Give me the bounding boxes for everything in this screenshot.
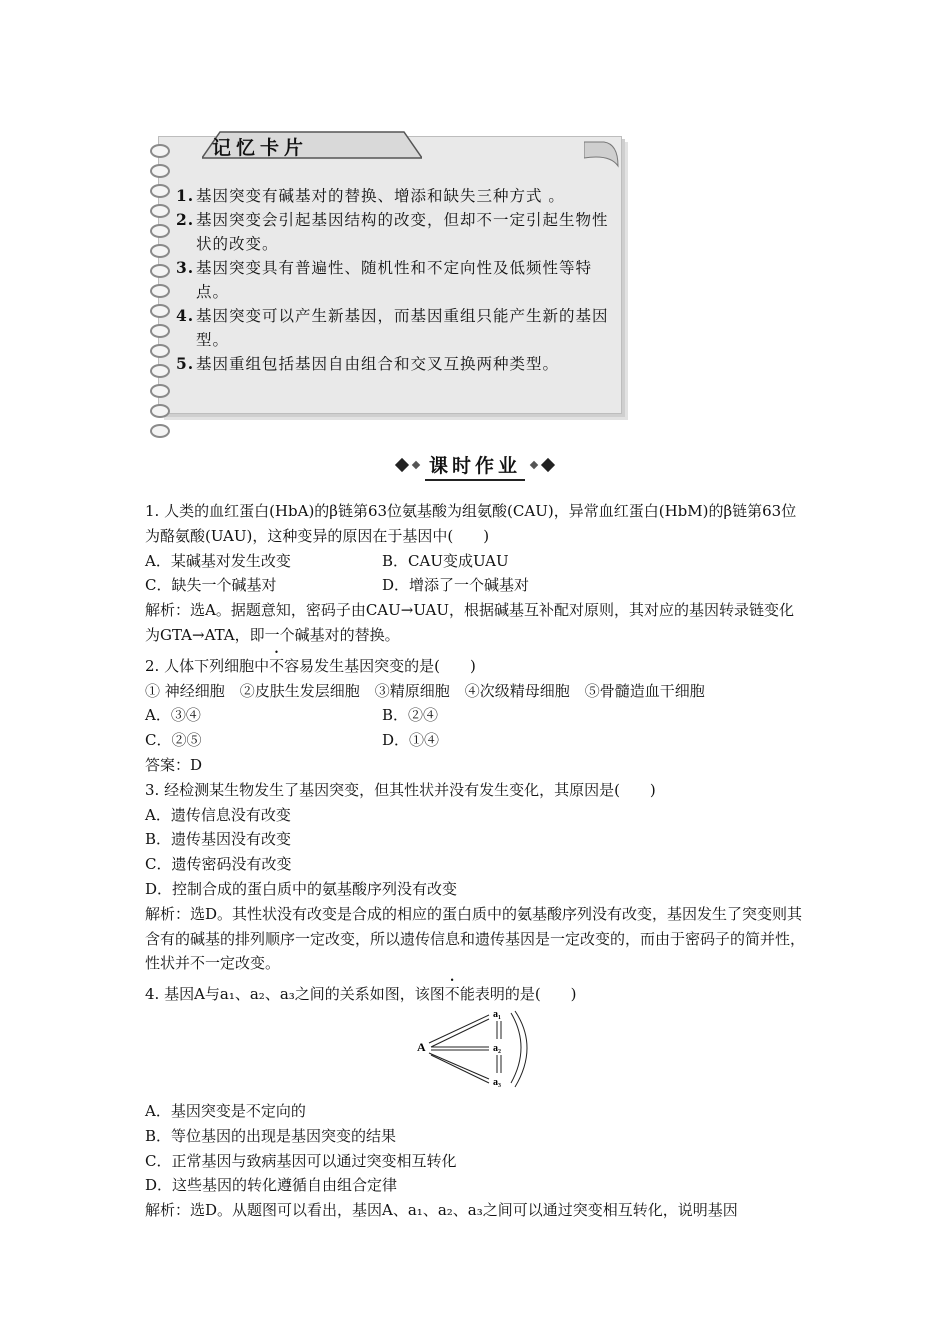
card-title: 记忆卡片	[211, 137, 308, 159]
option-b: B．等位基因的出现是基因突变的结果	[145, 1126, 397, 1145]
page-curl-icon	[584, 136, 620, 172]
option-d: D．控制合成的蛋白质中的氨基酸序列没有改变	[145, 879, 458, 898]
question-3-stem: 3. 经检测某生物发生了基因突变，但其性状并没有发生变化，其原因是( )	[145, 780, 656, 799]
question-2-cells: ① 神经细胞 ②皮肤生发层细胞 ③精原细胞 ④次级精母细胞 ⑤骨髓造血干细胞	[145, 681, 705, 700]
exercise-content	[145, 499, 807, 1223]
question-2-answer: 答案：D	[145, 755, 203, 774]
diamond-icon	[530, 461, 538, 469]
card-item	[176, 352, 616, 376]
diamond-icon	[541, 458, 555, 472]
options-row	[145, 549, 807, 574]
item-text: 基因突变具有普遍性、随机性和不定向性及低频性等特点。	[196, 259, 593, 301]
gene-label-A: A	[417, 1039, 426, 1054]
options-row	[145, 573, 807, 598]
section-heading	[370, 450, 580, 480]
gene-relationship-figure	[145, 1007, 807, 1099]
option-d: D．①④	[382, 731, 440, 750]
item-number: 2.	[176, 210, 195, 229]
option-c: C．缺失一个碱基对	[145, 576, 277, 595]
gene-diagram	[413, 1007, 543, 1095]
item-text: 基因突变会引起基因结构的改变，但却不一定引起生物性状的改变。	[196, 211, 609, 253]
item-text: 基因突变可以产生新基因，而基因重组只能产生新的基因型。	[196, 307, 609, 349]
item-number: 1.	[176, 186, 195, 205]
card-list	[176, 184, 616, 376]
option-c: C．②⑤	[145, 731, 202, 750]
question-4-analysis: 解析：选D。从题图可以看出，基因A、a₁、a₂、a₃之间可以通过突变相互转化，说明基因	[145, 1201, 738, 1220]
spiral-binding-icon	[150, 144, 172, 404]
item-text: 基因突变有碱基对的替换、增添和缺失三种方式 。	[196, 187, 565, 205]
options-row	[145, 728, 807, 753]
item-number: 4.	[176, 306, 195, 325]
section-title: 课时作业	[425, 450, 525, 481]
question-2-stem: 2. 人体下列细胞中不容易发生基因突变的是( )	[145, 656, 476, 675]
card-item	[176, 184, 616, 208]
arrow-icon	[429, 1008, 527, 1087]
question-1-stem: 1. 人类的血红蛋白(HbA)的β链第63位氨基酸为组氨酸(CAU)，异常血红蛋白(HbM)的β链第63位为酪氨酸(UAU)，这种变异的原因在于基因中( )	[145, 502, 797, 545]
option-a: A．某碱基对发生改变	[145, 551, 291, 570]
item-number: 3.	[176, 258, 195, 277]
option-b: B．遗传基因没有改变	[145, 830, 292, 849]
option-a: A．基因突变是不定向的	[145, 1101, 306, 1120]
question-4-stem: 4. 基因A与a₁、a₂、a₃之间的关系如图，该图不能表明的是( )	[145, 985, 577, 1004]
diamond-icon	[395, 458, 409, 472]
item-text: 基因重组包括基因自由组合和交叉互换两种类型。	[196, 355, 560, 373]
diamond-icon	[412, 461, 420, 469]
option-b: B．②④	[382, 706, 439, 725]
gene-label-a3: a₃	[493, 1076, 501, 1088]
gene-label-a1: a₁	[493, 1008, 501, 1020]
option-a: A．遗传信息没有改变	[145, 805, 291, 824]
option-a: A．③④	[145, 706, 201, 725]
options-row	[145, 703, 807, 728]
option-d: D．这些基因的转化遵循自由组合定律	[145, 1176, 398, 1195]
card-item	[176, 256, 616, 304]
question-3-analysis: 解析：选D。其性状没有改变是合成的相应的蛋白质中的氨基酸序列没有改变，基因发生了突变则其含有的碱基的排列顺序一定改变，所以遗传信息和遗传基因是一定改变的，而由于密码子的简并性，性状并不一定改变。	[145, 904, 806, 973]
option-c: C．遗传密码没有改变	[145, 855, 292, 874]
card-item	[176, 208, 616, 256]
memory-card	[150, 130, 624, 416]
item-number: 5.	[176, 354, 195, 373]
option-b: B．CAU变成UAU	[382, 551, 509, 570]
question-1-analysis: 解析：选A。据题意知，密码子由CAU→UAU，根据碱基互补配对原则，其对应的基因转录链变化为GTA→ATA，即一个碱基对的替换。	[145, 601, 795, 644]
gene-label-a2: a₂	[493, 1042, 501, 1054]
card-item	[176, 304, 616, 352]
option-d: D．增添了一个碱基对	[382, 576, 530, 595]
emphasis-mark: 不	[444, 985, 460, 1004]
emphasis-mark: 不	[269, 656, 285, 675]
option-c: C．正常基因与致病基因可以通过突变相互转化	[145, 1151, 457, 1170]
